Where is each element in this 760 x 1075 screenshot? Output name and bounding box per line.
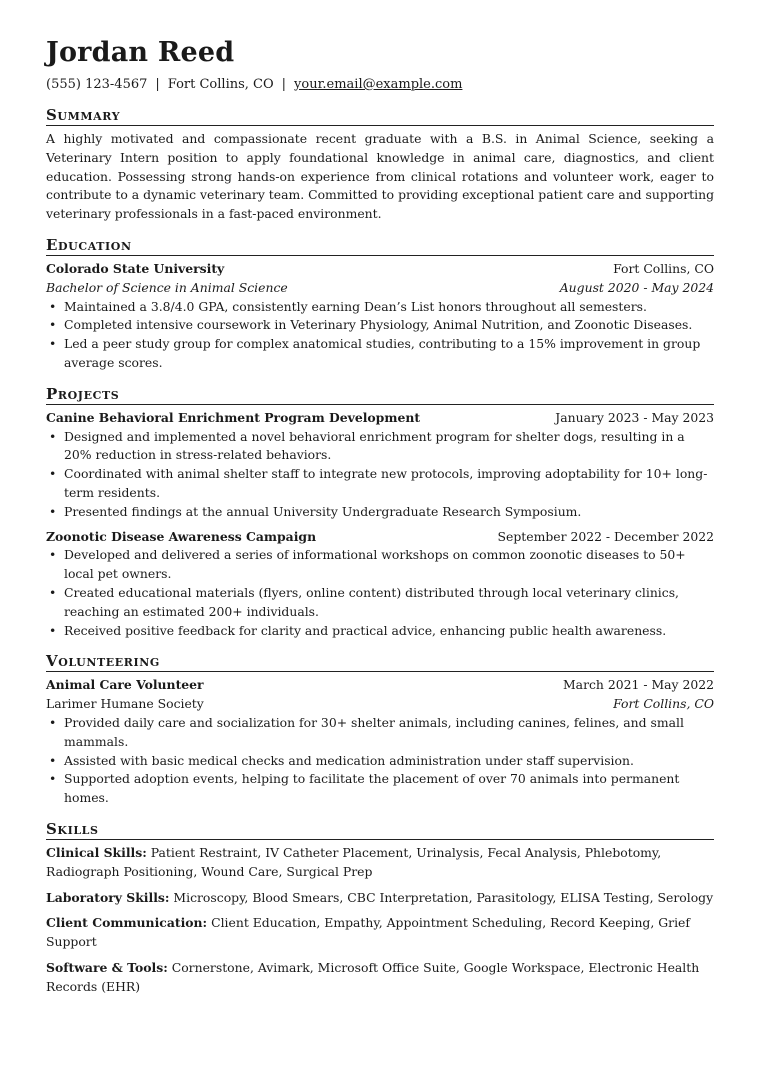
list-item: • Coordinated with animal shelter staff to integrate new protocols, improving adoptability for 10+ long-term residents. — [46, 465, 714, 503]
list-item: • Received positive feedback for clarity and practical advice, enhancing public health awareness. — [46, 622, 714, 641]
volunteer-bullets — [46, 714, 714, 808]
skill-line — [46, 844, 714, 882]
volunteering-section — [46, 652, 714, 808]
list-item: • Provided daily care and socialization for 30+ shelter animals, including canines, felines, and small mammals. — [46, 714, 714, 752]
project-bullets — [46, 428, 714, 522]
skill-value: Cornerstone, Avimark, Microsoft Office Suite, Google Workspace, Electronic Health Records (EHR) — [46, 959, 700, 994]
summary-section — [46, 106, 714, 224]
skills-section — [46, 820, 714, 997]
project-dates: January 2023 - May 2023 — [555, 409, 714, 425]
project-dates: September 2022 - December 2022 — [497, 528, 714, 544]
location: Fort Collins, CO — [167, 77, 274, 92]
degree: Bachelor of Science in Animal Science — [46, 279, 288, 295]
skill-line — [46, 889, 714, 908]
contact-line — [46, 76, 714, 94]
skill-value: Microscopy, Blood Smears, CBC Interpretation, Parasitology, ELISA Testing, Serology — [173, 889, 714, 905]
resume-page — [46, 36, 714, 1003]
skill-label: Laboratory Skills: — [46, 889, 170, 905]
separator: | — [281, 77, 287, 92]
candidate-name: Jordan Reed — [46, 37, 235, 68]
skill-line — [46, 914, 714, 952]
list-item: • Completed intensive coursework in Veterinary Physiology, Animal Nutrition, and Zoonotic Diseases. — [46, 316, 714, 335]
projects-section — [46, 385, 714, 641]
skill-line — [46, 959, 714, 997]
summary-text: A highly motivated and compassionate recent graduate with a B.S. in Animal Science, seeking a Veterinary Intern position to apply foundational knowledge in animal care, diagnostics, and client education. Possessing strong hands-on experience from clinical rotations and volunteer work, eager to contribute to a dynamic veterinary team. Committed to providing exceptional patient care and supporting veterinary professionals in a fast-paced environment. — [46, 131, 714, 222]
project-entry — [46, 528, 714, 641]
list-item: • Supported adoption events, helping to facilitate the placement of over 70 animals into permanent homes. — [46, 770, 714, 808]
list-item: • Assisted with basic medical checks and medication administration under staff supervision. — [46, 752, 714, 771]
volunteer-role: Animal Care Volunteer — [46, 677, 204, 693]
volunteer-location: Fort Collins, CO — [613, 696, 714, 712]
school-location: Fort Collins, CO — [613, 260, 714, 276]
project-name: Zoonotic Disease Awareness Campaign — [46, 528, 317, 544]
section-title-summary: Summary — [46, 106, 714, 126]
education-dates: August 2020 - May 2024 — [559, 279, 714, 295]
separator: | — [155, 77, 160, 92]
section-title-volunteering: Volunteering — [46, 652, 714, 672]
education-bullets — [46, 298, 714, 373]
project-entry — [46, 409, 714, 522]
list-item: • Developed and delivered a series of informational workshops on common zoonotic diseases to 50+ local pet owners. — [46, 546, 714, 584]
email-link[interactable]: your.email@example.com — [294, 77, 463, 92]
list-item: • Maintained a 3.8/4.0 GPA, consistently earning Dean’s List honors throughout all semesters. — [46, 298, 714, 317]
volunteer-organization: Larimer Humane Society — [46, 696, 204, 712]
project-bullets — [46, 546, 714, 640]
school-name: Colorado State University — [46, 260, 225, 276]
list-item: • Led a peer study group for complex anatomical studies, contributing to a 15% improvement in group average scores. — [46, 335, 714, 373]
section-title-education: Education — [46, 236, 714, 256]
skill-label: Software & Tools: — [46, 959, 168, 975]
list-item: • Presented findings at the annual University Undergraduate Research Symposium. — [46, 503, 714, 522]
project-name: Canine Behavioral Enrichment Program Development — [46, 409, 421, 425]
skill-value: Patient Restraint, IV Catheter Placement, Urinalysis, Fecal Analysis, Phlebotomy, Radiograph Positioning, Wound Care, Surgical Prep — [46, 844, 662, 879]
phone-number: (555) 123-4567 — [46, 77, 148, 92]
list-item: • Created educational materials (flyers, online content) distributed through local veterinary clinics, reaching an estimated 200+ individuals. — [46, 584, 714, 622]
section-title-skills: Skills — [46, 820, 714, 840]
volunteer-dates: March 2021 - May 2022 — [563, 677, 714, 693]
skill-label: Clinical Skills: — [46, 844, 147, 860]
education-section — [46, 236, 714, 373]
list-item: • Designed and implemented a novel behavioral enrichment program for shelter dogs, resulting in a 20% reduction in stress-related behaviors. — [46, 428, 714, 466]
skill-value: Client Education, Empathy, Appointment Scheduling, Record Keeping, Grief Support — [46, 915, 690, 950]
section-title-projects: Projects — [46, 385, 714, 405]
skill-label: Client Communication: — [46, 915, 208, 931]
